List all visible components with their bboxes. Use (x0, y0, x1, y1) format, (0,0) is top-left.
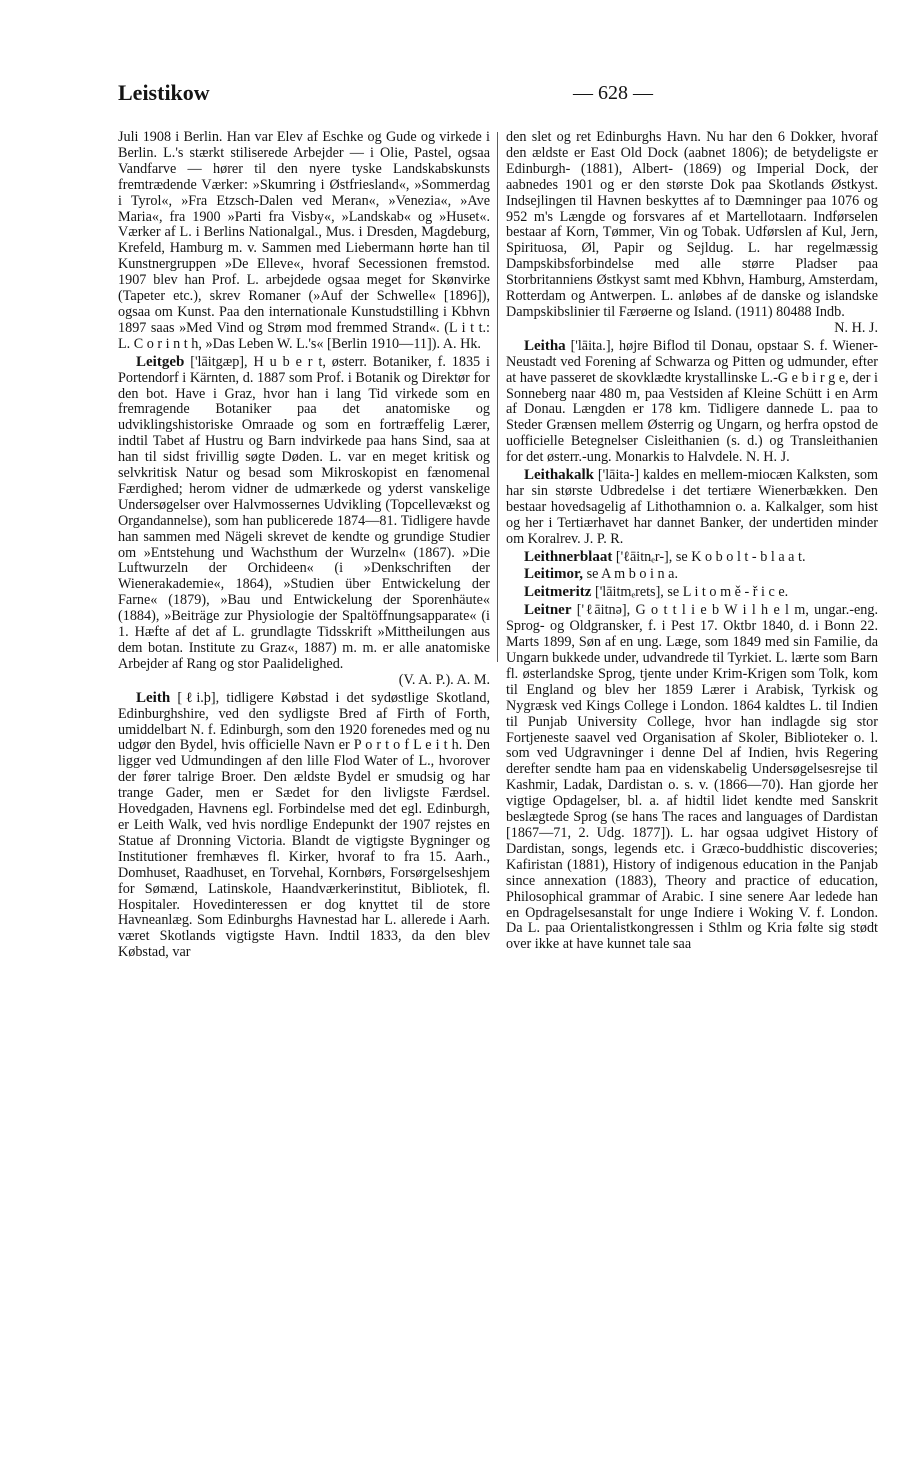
entry-text: ['ℓāitnₑr-], se K o b o l t - b l a a t. (612, 548, 806, 565)
entry-text: se A m b o i n a. (583, 566, 679, 583)
entry-headword: Leitgeb (136, 353, 185, 370)
entry-headword: Leitha (524, 337, 566, 354)
entry-leitgeb (118, 355, 490, 673)
entry-signature: (V. A. P.). A. M. (398, 671, 490, 688)
continued-paragraph: Juli 1908 i Berlin. Han var Elev af Eschke og Gude og virkede i Berlin. L.'s stærkt stiliserede Arbejder — i Olie, Pastel, ogsaa Vandfarve — hører til den nyere tyske Landskabskunsts fremtrædende Værker: »Skumring i Østfriesland«, »Sommerdag i Tyrol«, »Fra Etzsch-Dalen ved Meran«, »Venezia«, »Ave Maria«, fra 1900 »Parti fra Visby«, »Landskab« og »Huset«. Værker af L. i Berlins Nationalgal., Mus. i Dresden, Magdeburg, Krefeld, Hamburg m. v. Sammen med Liebermann hørte han til Kunstnergruppen »De Elleve«, hvoraf Secessionen fremstod. 1907 blev han Prof. L. arbejdede ogsaa meget for Skønvirke (Tapeter etc.), skrev Romaner (»Auf der Schwelle« [1896]), ogsaa om Kunst. Paa den internationale Kunstudstilling i Kbhvn 1897 saas »Med Vind og Strøm mod fremmed Strand«. (L i t t.: L. C o r i n t h, »Das Leben W. L.'s« [Berlin 1910—11]). A. Hk. (118, 129, 490, 352)
entry-text: ['lāitgæp], H u b e r t, østerr. Botaniker, f. 1835 i Portendorf i Kärnten, d. 1887 som Prof. i Botanik og Direktør for den bot. Have i Graz, hvor han i lang Tid virkede som en fremragende Botaniker paa det anatomiske og udviklingshistoriske Omraade og som en fortræffelig Lærer, indtil Tabet af Hustru og Barn indvirkede paa hans Sind, saa at han til sidst frivillig søgte Døden. L. var en meget kritisk og selvkritisk Natur og besad som Mikroskopist en fænomenal Færdighed; herom vidner de udmærkede og yderst vanskelige Undersøgelser over Halvmossernes Udvikling (Topcellevækst og Organdannelse), som han publicerede 1874—81. Tidligere havde han sammen med Nägeli skrevet de kendte og grundige Studier om »Entstehung und Wachsthum der Wurzeln« (1867). »Die Luftwurzeln der Orchideen« (i »Denkschriften der Wienerakademie«, 1864), »Studien über Entwickelung der Farne« (1879), »Bau und Entwickelung der Sporenhäute« (1884), »Beiträge zur Physiologie der Spaltöffnungsapparate« (i 1. Hæfte af det af L. grundlagte Tidsskrift »Mittheilungen aus dem botan. Institute zu Graz«, 1887) m. m. er alle anatomiske Arbejder af Rang og stor Paalidelighed. (118, 353, 490, 672)
entry-leitha (506, 339, 878, 466)
column-divider (497, 132, 498, 662)
entry-leitner (506, 603, 878, 953)
entry-headword: Leithakalk (524, 467, 595, 484)
entry-leith (118, 691, 490, 961)
entry-leitmeritz (506, 585, 878, 601)
entry-headword: Leitmeritz (524, 584, 592, 601)
entry-headword: Leitner (524, 602, 572, 619)
right-column (506, 130, 878, 953)
page-header (118, 80, 878, 112)
continued-paragraph: den slet og ret Edinburghs Havn. Nu har den 6 Dokker, hvoraf den ældste er East Old Dock (aabnet 1806); de betydeligste er Edinburgh- (1881), Albert- (1869) og Imperial Dock, der aabnedes 1901 og er den største Dok paa Skotlands Østkyst. Indsejlingen til Havnen beskyttes af to Dæmninger paa 1076 og 952 m's Længde og forsvares af et Martellotaarn. Indførselen bestaar af Korn, Tømmer, Vin og Tobak. Udførslen af Kul, Jern, Spirituosa, Øl, Papir og Sejldug. L. har regelmæssig Dampskibsforbindelse med alle større Pladser paa Storbritanniens Østkyst samt med Kbhvn, Hamburg, Amsterdam, Rotterdam og Antwerpen. L. anløbes af de danske og islandske Dampskibslinier til Færøerne og Island. (1911) 80488 Indb. (506, 129, 878, 320)
entry-text: ['ℓāitnə], G o t t l i e b W i l h e l m, ungar.-eng. Sprog- og Oldgransker, f. i Pest 17. Oktbr 1840, d. i Bonn 22. Marts 1899, Søn af en ung. Læge, som 1849 med sin Familie, da Ungarn bukkede under, udvandrede til Tyrkiet. L. lærte som Barn fl. østerlandske Sprog, tjente under Krim-Krigen som Tolk, kom til England og blev her 1859 Lærer i Arabisk, Tyrkisk og Nygræsk ved Kings College i London. 1864 kaldtes L. til Indien til Punjab University College, hvor han indlagde sig stor Fortjeneste saavel ved Organisation af Skoler, Biblioteker o. l. som ved Udgravninger i denne Del af Indien, hvis Regering derefter sendte ham paa en videnskabelig Undersøgelsesrejse til Kashmir, Ladak, Dardistan o. s. v. (1866—70). Han gjorde her vigtige Opdagelser, bl. a. af hidtil lidet kendte med Sanskrit beslægtede Sprog (se hans The races and languages of Dardistan [1867—71, 2. Udg. 1877]). L. har ogsaa udgivet History of Dardistan, songs, legends etc. i Græco-buddhistic discoveries; Kafiristan (1881), History of indigenous education in the Panjab since annexation (1883), Theory and practice of education, Philosophical grammar of Arabic. I sine senere Aar ledede han en Opdragelsesanstalt for unge Indiere i Woking V. f. London. Da L. paa Orientalistkongressen i Sthlm og Kria følte sig stødt over ikke at have kunnet tale saa (506, 602, 878, 953)
entry-text: ['lāita-] kaldes en mellem-miocæn Kalksten, som har sin største Udbredelse i det tertiære Wienerbækken. Den bestaar hovedsagelig af Lithothamnion o. a. Kalkalger, som hist og her i Tertiærhavet har dannet Banker, der undertiden minder om Koralrev. J. P. R. (506, 467, 878, 547)
entry-headword: Leith (136, 689, 171, 706)
left-column (118, 130, 490, 961)
entry-text: ['lāita.], højre Biflod til Donau, opstaar S. f. Wiener-Neustadt ved Forening af Schwarza og Pitten og udmunder, efter at have passeret de skovklædte krystallinske L.-G e b i r g e, der i Sonneberg naar 480 m, paa Vestsiden af Kleine Schütt i en Arm af Donau. Længden er 178 km. Tidligere dannede L. paa to Steder Grænsen mellem Østerrig og Ungarn, og herfra opstod de uofficielle Betegnelser Cisleithanien (s. d.) og Transleithanien for det østerr.-ung. Monarkis to Halvdele. N. H. J. (506, 337, 878, 466)
entry-leithnerblaat (506, 550, 878, 566)
page-number: — 628 — (573, 82, 653, 104)
entry-leitimor (506, 567, 878, 583)
entry-headword: Leithnerblaat (524, 548, 613, 565)
entry-text: ['lāitmₑrets], se L i t o m ě - ř i c e. (591, 584, 789, 601)
entry-text: [ℓi.þ], tidligere Købstad i det sydøstlige Skotland, Edinburghshire, ved den sydligste Bred af Firth of Forth, umiddelbart N. f. Edinburgh, som den 1920 forenedes med og nu udgør den Bydel, hvis officielle Navn er P o r t o f L e i t h. Den ligger ved Udmundingen af den lille Flod Water of L., hvorover der fører talrige Broer. Den ældste Bydel er smudsig og har trange Gader, men er Sædet for den livligste Færdsel. Hovedgaden, Havnens egl. Forbindelse med det egl. Edinburgh, er Leith Walk, ved hvis nordlige Endepunkt der 1907 rejstes en Statue af Dronning Victoria. Blandt de vigtigste Bygninger og Institutioner fremhæves fl. Kirker, hvoraf to fra 15. Aarh., Domhuset, Raadhuset, en Torvehal, Kornbørs, Forsørgelseshjem for Sømænd, Latinskole, Haandværkerinstitut, Bibliotek, fl. Hospitaler. Hovedinteressen er dog knyttet til de store Havneanlæg. Som Edinburghs Havnestad har L. allerede i Aarh. været Skotlands vigtigste Havn. Indtil 1833, da den blev Købstad, var (118, 689, 490, 961)
entry-signature: N. H. J. (834, 319, 878, 336)
entry-leithakalk (506, 468, 878, 548)
entry-headword: Leitimor, (524, 566, 584, 583)
running-headword: Leistikow (118, 80, 210, 105)
